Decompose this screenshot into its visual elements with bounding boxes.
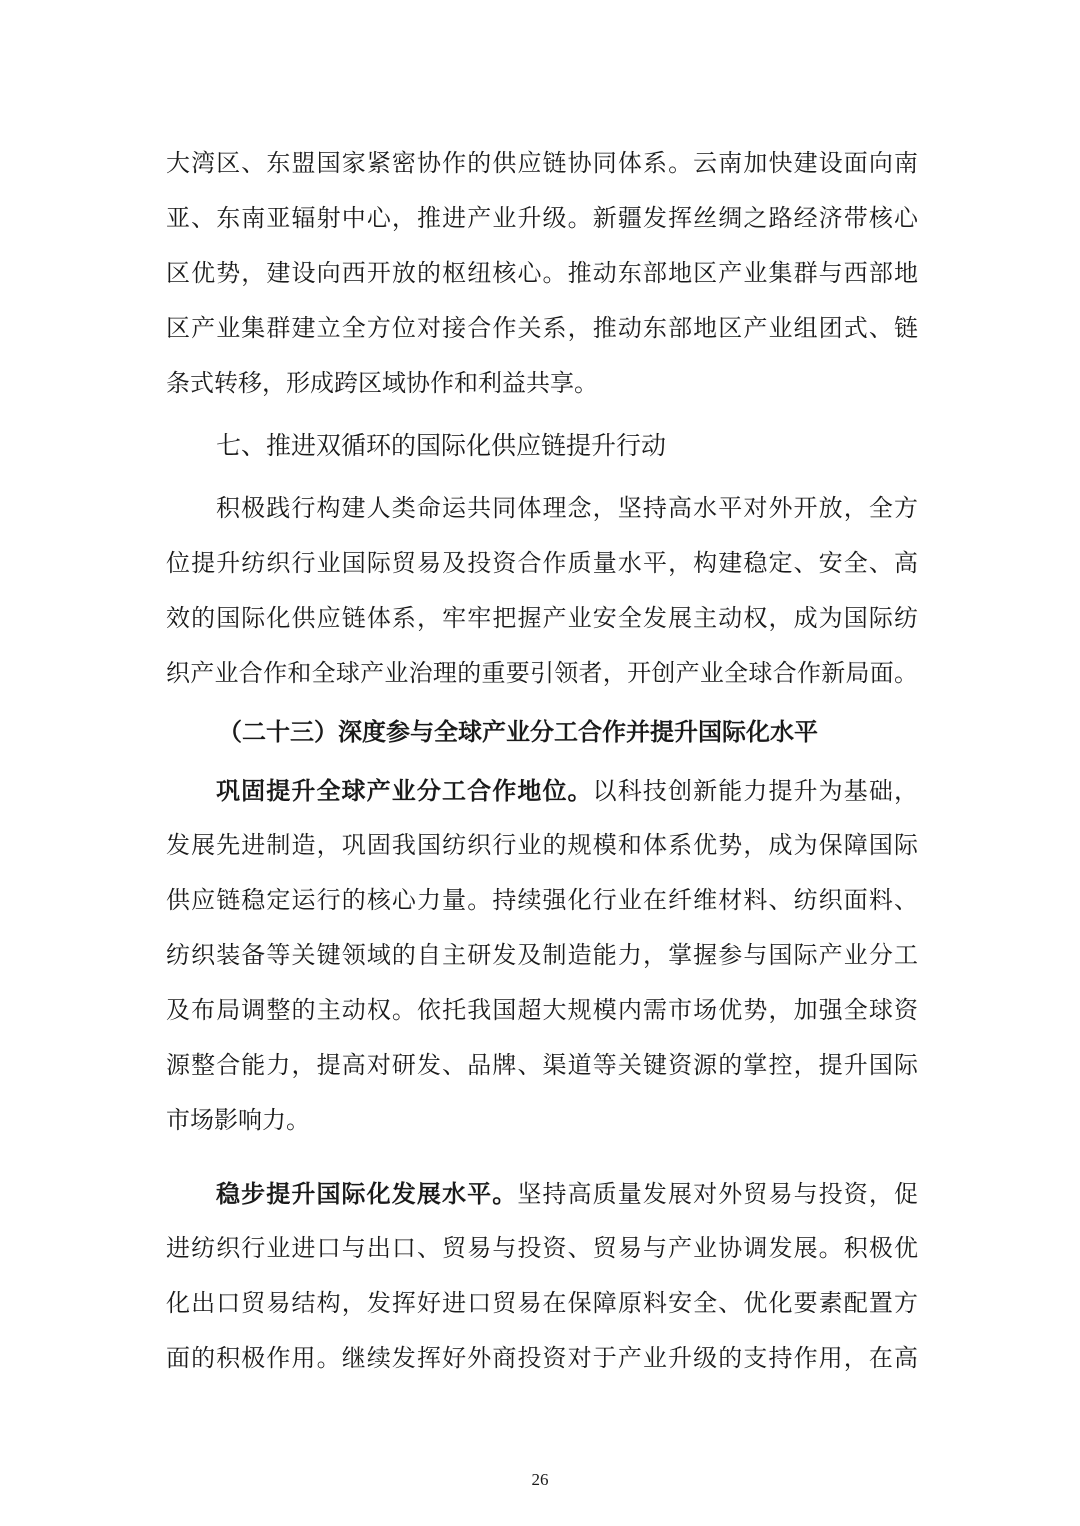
paragraph-line: 效的国际化供应链体系，牢牢把握产业安全发展主动权，成为国际纺 [166, 604, 918, 632]
paragraph-line: 源整合能力，提高对研发、品牌、渠道等关键资源的掌控，提升国际 [166, 1051, 918, 1079]
section-heading: 七、推进双循环的国际化供应链提升行动 [216, 431, 667, 460]
paragraph-line: 积极践行构建人类命运共同体理念，坚持高水平对外开放，全方 [216, 494, 918, 522]
paragraph-first-line [166, 763, 918, 818]
paragraph-line: 面的积极作用。继续发挥好外商投资对于产业升级的支持作用，在高 [166, 1344, 918, 1372]
paragraph-line: 发展先进制造，巩固我国纺织行业的规模和体系优势，成为保障国际 [166, 831, 918, 859]
paragraph-line: 供应链稳定运行的核心力量。持续强化行业在纤维材料、纺织面料、 [166, 886, 918, 914]
paragraph-lead-text: 以科技创新能力提升为基础， [592, 777, 919, 805]
page-number: 26 [531, 1470, 549, 1489]
paragraph-community-of-shared-future [166, 481, 918, 701]
paragraph-line: 位提升纺织行业国际贸易及投资合作质量水平，构建稳定、安全、高 [166, 549, 918, 577]
paragraph-line: 及布局调整的主动权。依托我国超大规模内需市场优势，加强全球资 [166, 996, 918, 1024]
paragraph-line: 区优势，建设向西开放的枢纽核心。推动东部地区产业集群与西部地 [166, 259, 918, 287]
paragraph-line: 纺织装备等关键领域的自主研发及制造能力，掌握参与国际产业分工 [166, 941, 918, 969]
paragraph-line: 市场影响力。 [166, 1106, 310, 1134]
paragraph-spacer [166, 1148, 918, 1166]
paragraph-line: 区产业集群建立全方位对接合作关系，推动东部地区产业组团式、链 [166, 314, 918, 342]
paragraph-regional-cooperation [166, 136, 918, 411]
paragraph-lead-text: 坚持高质量发展对外贸易与投资，促 [517, 1180, 919, 1208]
paragraph-line: 亚、东南亚辐射中心，推进产业升级。新疆发挥丝绸之路经济带核心 [166, 204, 918, 232]
paragraph-first-line [166, 1166, 918, 1221]
paragraph-lead-bold: 稳步提升国际化发展水平。 [216, 1179, 518, 1208]
paragraph-line: 化出口贸易结构，发挥好进口贸易在保障原料安全、优化要素配置方 [166, 1289, 918, 1317]
paragraph-internationalization-level [166, 1166, 918, 1386]
paragraph-line: 织产业合作和全球产业治理的重要引领者，开创产业全球合作新局面。 [166, 659, 918, 687]
paragraph-line: 进纺织行业进口与出口、贸易与投资、贸易与产业协调发展。积极优 [166, 1234, 918, 1262]
paragraph-line: 大湾区、东盟国家紧密协作的供应链协同体系。云南加快建设面向南 [166, 149, 918, 177]
subsection-heading: （二十三）深度参与全球产业分工合作并提升国际化水平 [218, 717, 818, 746]
paragraph-line: 条式转移，形成跨区域协作和利益共享。 [166, 369, 598, 397]
paragraph-global-division-of-labor [166, 763, 918, 1148]
document-body [166, 136, 918, 1386]
paragraph-lead-bold: 巩固提升全球产业分工合作地位。 [216, 776, 593, 805]
